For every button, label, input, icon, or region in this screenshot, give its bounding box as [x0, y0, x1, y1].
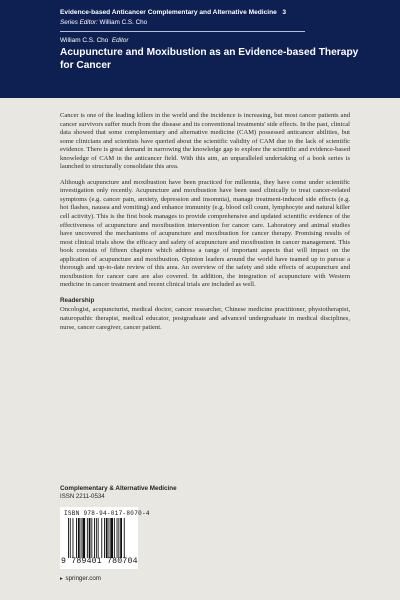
barcode-bar — [94, 518, 95, 558]
series-editor-name: William C.S. Cho — [99, 19, 148, 26]
barcode-bar — [96, 518, 97, 558]
readership-heading: Readership — [60, 296, 95, 304]
description-paragraph-1: Cancer is one of the leading killers in the world and the incidence is increasing, but most cancer patients and cancer survivors suffer much from the disease and its conventional treatments' side effects. In the past, clinical data showed that some complementary and alternative medicine (CAM) possessed anticancer abilities, but some clinicians and scientists have queried about the scientific validity of CAM due to the lack of scientific evidence. There is great demand in narrowing the knowledge gap to explore the scientific and evidence-based knowledge of CAM in the anticancer field. With this aim, an unparalleled undertaking of a book series is launched to structurally consolidate this area. — [60, 112, 350, 171]
back-cover-text — [60, 112, 350, 339]
barcode-bar — [101, 518, 102, 558]
barcode-bar — [82, 518, 85, 558]
publisher-link[interactable] — [60, 575, 101, 582]
subject-info — [60, 485, 360, 501]
barcode-bar — [73, 518, 74, 558]
book-title: Acupuncture and Moxibustion as an Evidence-based Therapy for Cancer — [60, 47, 359, 71]
author-line — [60, 37, 129, 44]
series-title — [60, 9, 286, 16]
barcode-bar — [81, 518, 82, 558]
barcode — [60, 507, 150, 569]
barcode-bar — [89, 518, 91, 558]
publisher-url: springer.com — [65, 575, 101, 582]
author-role: Editor — [111, 37, 129, 44]
series-editor-label: Series Editor: — [60, 19, 98, 26]
author-name: William C.S. Cho — [60, 37, 109, 44]
series-title-text: Evidence-based Anticancer Complementary and Alternative Medicine — [60, 9, 277, 16]
barcode-bar — [120, 518, 122, 558]
barcode-bar — [87, 518, 88, 558]
series-editor — [60, 19, 147, 26]
barcode-bar — [109, 518, 110, 558]
barcode-bar — [104, 518, 105, 558]
barcode-bar — [78, 518, 80, 558]
volume-number: 3 — [282, 9, 286, 16]
description-paragraph-2: Although acupuncture and moxibustion have been practiced for millennia, they have come under scientific investigation only recently. Acupuncture and moxibustion have been used clinically to treat cancer-related symptoms (e.g. cancer pain, anxiety, depression and insomnia), manage treatment-induced side effects (e.g. hot flashes, nausea and vomiting) and enhance immunity (e.g. blood cell count, lymphocyte and natural killer cell activity). This is the first book manages to provide comprehensive and updated scientific evidence of the effectiveness of acupuncture and moxibustion intervention for cancer care. Laboratory and animal studies have uncovered the mechanisms of acupuncture and moxibustion for cancer therapy. Promising results of most clinical trials show the efficacy and safety of acupuncture and moxibustion in cancer management. This book consists of fifteen chapters which address a range of important aspects that will impact on the application of acupuncture and moxibustion. Opinion leaders around the world have teamed up to pursue a thorough and up-to-date review of this area. An overview of the safety and side effects of acupuncture and moxibustion for cancer care are also covered. In addition, the integration of acupuncture with Western medicine in cancer treatment and recent clinical trials are included as well. — [60, 178, 350, 289]
ean-digits: 9 789401 780704 — [61, 557, 138, 566]
header-band — [0, 0, 400, 98]
barcode-bar — [114, 518, 115, 558]
arrow-icon: ▸ — [60, 576, 63, 582]
barcode-bar — [76, 518, 77, 558]
subject-category: Complementary & Alternative Medicine — [60, 485, 177, 492]
barcode-bar — [91, 518, 92, 558]
barcode-bars — [68, 518, 132, 558]
barcode-bar — [110, 518, 113, 558]
isbn-label: ISBN 978-94-017-8070-4 — [64, 510, 150, 517]
barcode-bar — [118, 518, 119, 558]
barcode-bar — [117, 518, 118, 558]
issn: ISSN 2211-0534 — [60, 493, 105, 500]
readership-text: Oncologist, acupuncturist, medical doctor, cancer researcher, Chinese medicine practitioner, physiotherapist, naturopathic therapist, medical educator, postgraduate and advanced undergraduate in medical disciplines, nurse, cancer caregiver, cancer patient. — [60, 306, 350, 331]
barcode-bar — [70, 518, 71, 558]
barcode-bar — [98, 518, 99, 558]
barcode-bar — [68, 518, 69, 558]
header-divider — [60, 31, 305, 32]
barcode-bar — [106, 518, 108, 558]
barcode-bar — [124, 518, 125, 558]
